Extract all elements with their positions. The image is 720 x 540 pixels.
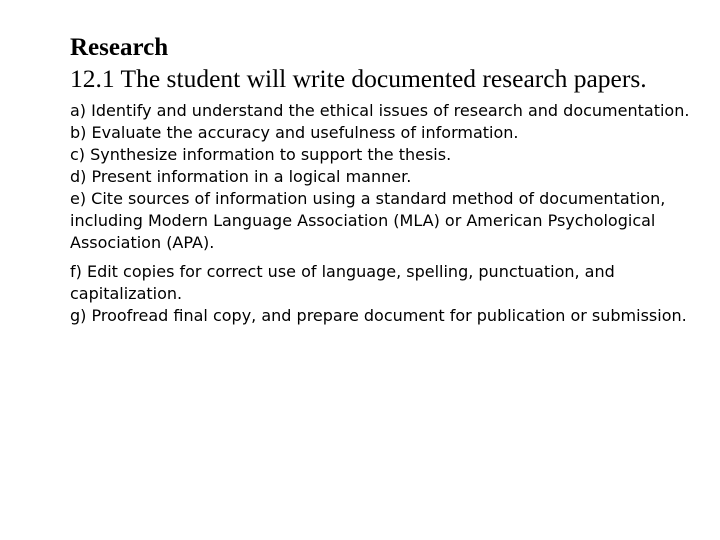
objective-item-f: f) Edit copies for correct use of language, spelling, punctuation, and capitalization. (70, 262, 615, 303)
objective-list-2 (70, 261, 710, 327)
standard-statement: 12.1 The student will write documented research papers. (70, 64, 647, 93)
slide-title: Research (70, 34, 169, 61)
objective-item-d: d) Present information in a logical manner. (70, 167, 412, 186)
objective-item-e: e) Cite sources of information using a standard method of documentation, including Modern Language Association (MLA) or American Psychological Association (APA). (70, 189, 666, 252)
objective-list-1 (70, 100, 710, 254)
objective-item-a: a) Identify and understand the ethical issues of research and documentation. (70, 101, 690, 120)
objective-item-b: b) Evaluate the accuracy and usefulness of information. (70, 123, 519, 142)
slide-content (70, 32, 710, 327)
objective-item-g: g) Proofread final copy, and prepare document for publication or submission. (70, 306, 687, 325)
objective-item-c: c) Synthesize information to support the thesis. (70, 145, 452, 164)
